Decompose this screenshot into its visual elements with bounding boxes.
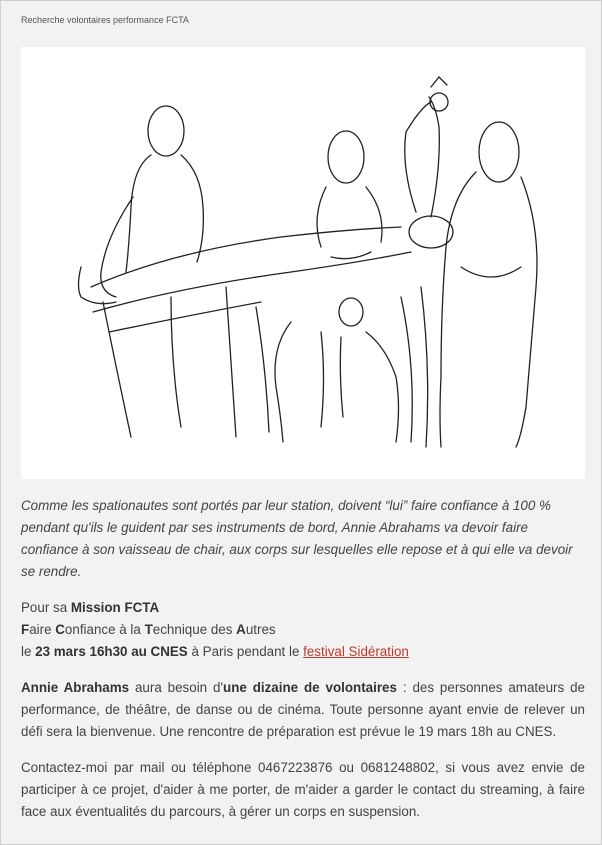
post-title: Recherche volontaires performance FCTA — [21, 15, 189, 25]
date-suffix: à Paris pendant le — [187, 644, 304, 659]
acronym-word: onfiance à la — [64, 622, 145, 637]
volunteers-paragraph — [21, 677, 585, 743]
festival-link[interactable]: festival Sidération — [303, 644, 409, 659]
acronym-letter-a: A — [236, 622, 246, 637]
acronym-word: utres — [245, 622, 276, 637]
acronym-word: echnique des — [152, 622, 237, 637]
mission-name: Mission FCTA — [70, 600, 160, 615]
volunteers-text: : des personnes amateurs de performance, de théâtre, de danse ou de cinéma. Toute personne ayant envie de relever un défi sera la bienvenue. Une rencontre de préparation est prévue le 19 mars 18h au CNES. — [21, 680, 585, 739]
post-content — [21, 495, 585, 837]
sketch-drawing — [21, 47, 585, 479]
event-date: 23 mars 16h30 au CNES — [35, 644, 188, 659]
acronym-word: aire — [29, 622, 56, 637]
acronym-letter-f: F — [21, 622, 30, 637]
acronym-letter-c: C — [55, 622, 65, 637]
date-prefix: le — [21, 644, 36, 659]
mission-prefix: Pour sa — [21, 600, 71, 615]
contact-paragraph: Contactez-moi par mail ou téléphone 0467223876 ou 0681248802, si vous avez envie de participer à ce projet, d'aider à me porter, de m'aider a garder le contact du streaming, à faire face aux éventualités du parcours, à gérer un corps en suspension. — [21, 760, 585, 819]
sketch-illustration — [21, 47, 585, 479]
volunteers-text: aura besoin d' — [129, 680, 224, 695]
artist-name: Annie Abrahams — [21, 680, 130, 695]
intro-paragraph: Comme les spationautes sont portés par leur station, doivent “lui” faire confiance à 100 % pendant qu'ils le guident par ses instruments de bord, Annie Abrahams va devoir faire confiance à son vaisseau de chair, aux corps sur lesquelles elle repose et à qui elle va devoir se rendre. — [21, 498, 573, 579]
mission-paragraph — [21, 597, 585, 663]
acronym-letter-t: T — [144, 622, 153, 637]
volunteers-need: une dizaine de volontaires — [223, 680, 397, 695]
